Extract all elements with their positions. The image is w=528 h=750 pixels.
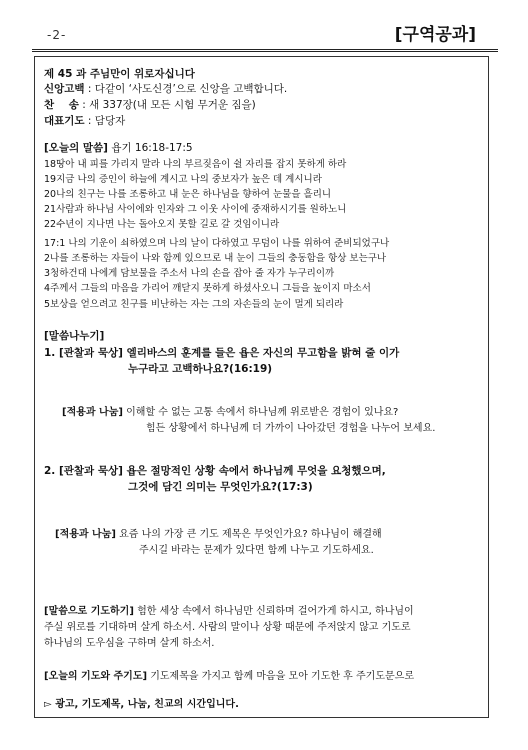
lesson-box: [34, 56, 489, 718]
q1-text-2: 누구라고 고백하나요?(16:19): [128, 363, 273, 375]
sharing-label: [말씀나누기]: [44, 330, 105, 342]
q1-text-1: 엘리바스의 훈계를 들은 욥은 자신의 무고함을 밝혀 줄 이가: [126, 347, 400, 359]
verse: 4주께서 그들의 마음을 가리어 깨닫지 못하게 하셨사오니 그들을 높이지 마소서: [44, 283, 371, 294]
closing-prayer-text: 기도제목을 가지고 함께 마음을 모아 기도한 후 주기도문으로: [150, 671, 414, 682]
verse: 20나의 친구는 나를 조롱하고 내 눈은 하나님을 향하여 눈물을 흘리니: [44, 189, 332, 200]
a2-line1: [55, 525, 382, 540]
verse: 18땅아 내 피를 가리지 말라 나의 부르짖음이 쉴 자리를 잡지 못하게 하라: [44, 159, 347, 170]
info-prayer: [44, 113, 125, 128]
verse: 5보상을 얻으려고 친구를 비난하는 자는 그의 자손들의 눈이 멀게 되리라: [44, 299, 344, 310]
section-label: [구역공과]: [394, 25, 476, 45]
prayer-word-label: [말씀으로 기도하기]: [44, 606, 134, 617]
lesson-title: 제 45 과 주님만이 위로자십니다: [44, 68, 195, 80]
q1-tag: [관찰과 묵상]: [58, 347, 123, 359]
verse: 2나를 조롱하는 자들이 나와 함께 있으므로 내 눈이 그들의 충동함을 항상 보는구나: [44, 253, 387, 264]
info-prayer-label: 대표기도: [44, 115, 85, 127]
info-hymn-value: : 새 337장(내 모든 시험 무거운 짐을): [82, 99, 256, 111]
verse: 3청하건대 나에게 담보물을 주소서 나의 손을 잡아 줄 자가 누구리이까: [44, 268, 335, 279]
a1-text-1: 이해할 수 없는 고통 속에서 하나님께 위로받은 경험이 있나요?: [126, 407, 399, 418]
a1-text-2: 힘든 상황에서 하나님께 더 가까이 나아갔던 경험을 나누어 보세요.: [146, 423, 436, 434]
verse: 22수년이 지나면 나는 돌아오지 못할 길로 갈 것임이니라: [44, 219, 280, 230]
info-prayer-value: : 담당자: [87, 115, 126, 127]
q2-line1: [44, 463, 386, 478]
scripture-heading: [44, 140, 193, 155]
page-number: -2-: [47, 28, 67, 42]
prayer-word-text-3: 하나님의 도우심을 구하며 살게 하소서.: [44, 638, 215, 649]
info-creed: [44, 81, 287, 96]
a2-tag: [적용과 나눔]: [55, 529, 116, 540]
verse: 19지금 나의 증인이 하늘에 계시고 나의 중보자가 높은 데 계시니라: [44, 174, 322, 185]
q1-number: 1.: [44, 347, 56, 359]
info-creed-value: : 다같이 ‘사도신경’으로 신앙을 고백합니다.: [87, 83, 288, 95]
prayer-word-text-1: 험한 세상 속에서 하나님만 신뢰하며 걸어가게 하시고, 하나님이: [137, 606, 414, 617]
header-rule: [32, 49, 498, 52]
closing-prayer: [44, 667, 414, 682]
notice: [44, 695, 239, 710]
prayer-word-line1: [44, 602, 414, 617]
a1-line1: [62, 403, 398, 418]
notice-arrow-icon: ▻: [44, 699, 52, 710]
a2-text-1: 요즘 나의 가장 큰 기도 제목은 무엇인가요? 하나님이 해결해: [119, 529, 382, 540]
info-creed-label: 신앙고백: [44, 83, 85, 95]
info-hymn-label: 찬 송: [44, 99, 79, 111]
a2-text-2: 주시길 바라는 문제가 있다면 함께 나누고 기도하세요.: [139, 545, 374, 556]
verse: 21사람과 하나님 사이에와 인자와 그 이웃 사이에 중재하시기를 원하노니: [44, 204, 347, 215]
scripture-reference: 욥기 16:18-17:5: [111, 142, 193, 154]
verse: 17:1 나의 기운이 쇠하였으며 나의 날이 다하였고 무덤이 나를 위하여 준비되었구나: [44, 238, 390, 249]
q1-line1: [44, 345, 399, 360]
q2-tag: [관찰과 묵상]: [58, 465, 123, 477]
notice-text: 광고, 기도제목, 나눔, 친교의 시간입니다.: [55, 699, 239, 710]
scripture-label: [오늘의 말씀]: [44, 142, 108, 154]
info-hymn: [44, 97, 256, 112]
closing-prayer-label: [오늘의 기도와 주기도]: [44, 671, 148, 682]
q2-text-1: 욥은 절망적인 상황 속에서 하나님께 무엇을 요청했으며,: [126, 465, 386, 477]
a1-tag: [적용과 나눔]: [62, 407, 123, 418]
q2-text-2: 그것에 담긴 의미는 무엇인가요?(17:3): [128, 481, 313, 493]
prayer-word-text-2: 주실 위로를 기대하며 살게 하소서. 사람의 말이나 상황 때문에 주저앉지 않고 기도로: [44, 622, 411, 633]
q2-number: 2.: [44, 465, 56, 477]
